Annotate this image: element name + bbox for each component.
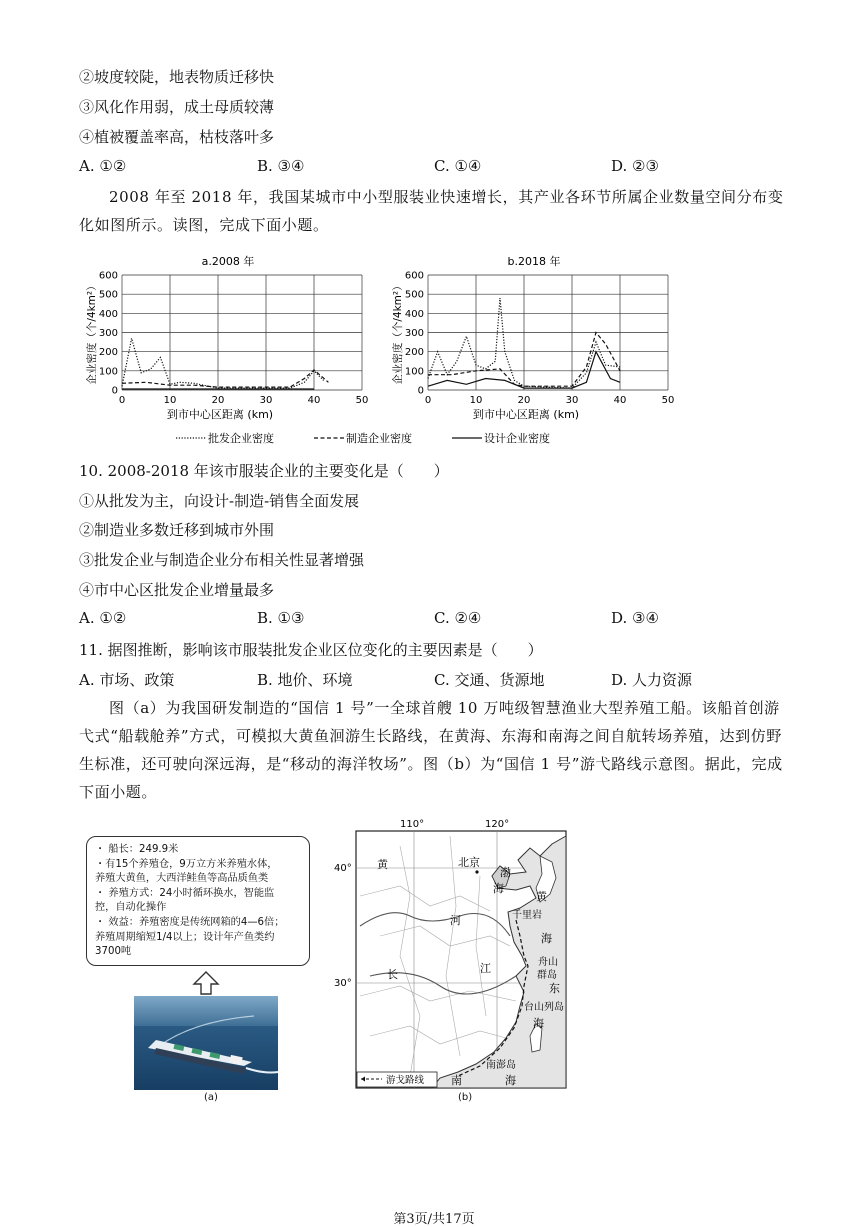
- q11-option-d[interactable]: D. 人力资源: [611, 671, 693, 689]
- figure-b-label: (b): [458, 1092, 473, 1103]
- water-label-dong: 东: [549, 982, 560, 995]
- y-tick-label: 600: [404, 270, 424, 282]
- q9-option-a[interactable]: A. ①②: [79, 157, 127, 175]
- legend-label: 批发企业密度: [208, 432, 274, 445]
- y-tick-label: 300: [404, 328, 424, 339]
- y-tick-label: 400: [98, 308, 118, 320]
- enterprise-density-charts: [80, 245, 700, 455]
- intro-paragraph-2: 图（a）为我国研发制造的“国信 1 号”一全球首艘 10 万吨级智慧渔业大型养殖工船。该船首创游弋式“船载舱养”方式，可模拟大黄鱼洄游生长路线，在黄海、东海和南海之间自航转场养殖，达到仿野生标准，还可驶向深远海，是“移动的海洋牧场”。图（b）为“国信 1 号”游弋路线示意图。据此，完成下面小题。: [79, 699, 783, 801]
- q10-option-d[interactable]: D. ③④: [611, 609, 659, 627]
- ship-info-line: 养殖周期缩短1/4以上；设计年产鱼类约: [95, 931, 275, 943]
- q10-stem: 10. 2008-2018 年该市服装企业的主要变化是（ ）: [79, 462, 449, 480]
- q10-option-a[interactable]: A. ①②: [79, 609, 127, 627]
- ship-info-line: 3700吨: [95, 946, 132, 958]
- page-footer: 第3页/共17页: [393, 1212, 475, 1227]
- q11-stem: 11. 据图推断，影响该市服装批发企业区位变化的主要因素是（ ）: [79, 641, 543, 659]
- q10-item-1: ①从批发为主，向设计-制造-销售全面发展: [79, 492, 360, 510]
- ship-info-line: 养殖大黄鱼，大西洋鲑鱼等高品质鱼类: [95, 873, 269, 885]
- x-tick-label: 30: [565, 395, 579, 406]
- y-tick-label: 600: [98, 270, 118, 282]
- beijing-dot: [475, 870, 478, 873]
- q10-option-c[interactable]: C. ②④: [434, 609, 482, 627]
- y-tick-label: 300: [98, 328, 118, 339]
- water-label-donghai-hai: 海: [533, 1017, 544, 1030]
- ship-info-line: ・ 养殖方式：24小时循环换水，智能监: [95, 887, 275, 899]
- x-tick-label: 0: [424, 395, 432, 406]
- ship-info-line: ・ 效益：养殖密度是传统网箱的4—6倍；: [95, 916, 285, 928]
- river-label-jiang: 江: [480, 962, 491, 975]
- x-tick-label: 40: [613, 395, 627, 406]
- q10-item-2: ②制造业多数迁移到城市外围: [79, 521, 275, 539]
- x-tick-label: 40: [307, 395, 321, 406]
- series-line-1: [122, 338, 324, 388]
- place-qundao: 群岛: [537, 970, 557, 981]
- y-tick-label: 100: [98, 366, 118, 378]
- map-legend-route: 游戈路线: [386, 1075, 425, 1086]
- q11-option-b[interactable]: B. 地价、环境: [257, 671, 353, 689]
- y-tick-label: 400: [404, 308, 424, 320]
- x-tick-label: 0: [118, 395, 126, 406]
- y-tick-label: 500: [98, 289, 118, 301]
- water-label-bo: 渤: [500, 866, 511, 879]
- place-taishan: 台山列岛: [524, 1002, 564, 1013]
- q11-option-c[interactable]: C. 交通、货源地: [434, 671, 545, 689]
- legend-label: 制造企业密度: [346, 432, 412, 445]
- place-beijing: 北京: [458, 856, 480, 869]
- up-arrow-icon: [192, 970, 220, 996]
- river-label-chang: 长: [387, 968, 398, 981]
- x-tick-label: 10: [163, 395, 177, 406]
- lon-label-120: 120°: [485, 819, 510, 830]
- q9-option-d[interactable]: D. ②③: [611, 157, 659, 175]
- q9-item-2: ②坡度较陡，地表物质迁移快: [79, 68, 275, 86]
- series-line-2: [122, 370, 328, 387]
- x-tick-label: 10: [469, 395, 483, 406]
- water-label-nan: 南: [451, 1074, 462, 1087]
- water-label-huang: 黄: [536, 890, 547, 903]
- water-label-nanhai-hai: 海: [505, 1074, 516, 1087]
- lat-label-30: 30°: [334, 978, 352, 989]
- x-tick-label: 20: [211, 395, 225, 406]
- x-tick-label: 50: [661, 395, 675, 406]
- q11-option-a[interactable]: A. 市场、政策: [79, 671, 175, 689]
- q10-item-4: ④市中心区批发企业增量最多: [79, 581, 275, 599]
- place-nanpeng: 南澎岛: [486, 1060, 516, 1071]
- chart-title: a.2008 年: [201, 255, 255, 268]
- ship-info-line: ・ 船长：249.9米: [95, 844, 179, 855]
- chart-title: b.2018 年: [507, 255, 561, 268]
- river-label-he: 河: [450, 914, 461, 927]
- intro-paragraph-1: 2008 年至 2018 年，我国某城市中小型服装业快速增长，其产业各环节所属企业数量空间分布变化如图所示。读图，完成下面小题。: [79, 188, 784, 234]
- route-map: [334, 816, 572, 1092]
- place-qianliyan: 千里岩: [512, 910, 542, 921]
- y-tick-label: 200: [98, 347, 118, 359]
- y-tick-label: 0: [111, 385, 118, 397]
- lat-label-40: 40°: [334, 863, 352, 874]
- ship-photo: [134, 996, 278, 1090]
- y-axis-label: 企业密度（个/4km²）: [392, 280, 404, 385]
- x-axis-label: 到市中心区距离 (km): [166, 408, 274, 421]
- figure-a-label: (a): [204, 1092, 218, 1103]
- q9-option-b[interactable]: B. ③④: [257, 157, 305, 175]
- river-label-huang: 黄: [377, 858, 388, 871]
- y-tick-label: 100: [404, 366, 424, 378]
- x-tick-label: 30: [259, 395, 273, 406]
- ship-info-line: ・有15个养殖仓，9万立方米养殖水体，: [95, 858, 278, 870]
- y-tick-label: 0: [417, 385, 424, 397]
- q9-option-c[interactable]: C. ①④: [434, 157, 482, 175]
- ship-info-box: [86, 836, 310, 966]
- lon-label-110: 110°: [400, 819, 425, 830]
- water-label-huanghai-hai: 海: [541, 932, 552, 945]
- place-zhoushan: 舟山: [538, 957, 558, 968]
- x-tick-label: 20: [517, 395, 531, 406]
- q9-item-4: ④植被覆盖率高，枯枝落叶多: [79, 128, 275, 146]
- y-tick-label: 500: [404, 289, 424, 301]
- x-tick-label: 50: [355, 395, 369, 406]
- q10-item-3: ③批发企业与制造企业分布相关性显著增强: [79, 551, 365, 569]
- y-axis-label: 企业密度（个/4km²）: [86, 280, 98, 385]
- x-axis-label: 到市中心区距离 (km): [472, 408, 580, 421]
- legend-label: 设计企业密度: [484, 432, 550, 445]
- q9-item-3: ③风化作用弱，成土母质较薄: [79, 98, 275, 116]
- water-label-bohai-hai: 海: [493, 882, 504, 895]
- q10-option-b[interactable]: B. ①③: [257, 609, 305, 627]
- ship-info-line: 控，自动化操作: [95, 902, 167, 914]
- y-tick-label: 200: [404, 347, 424, 359]
